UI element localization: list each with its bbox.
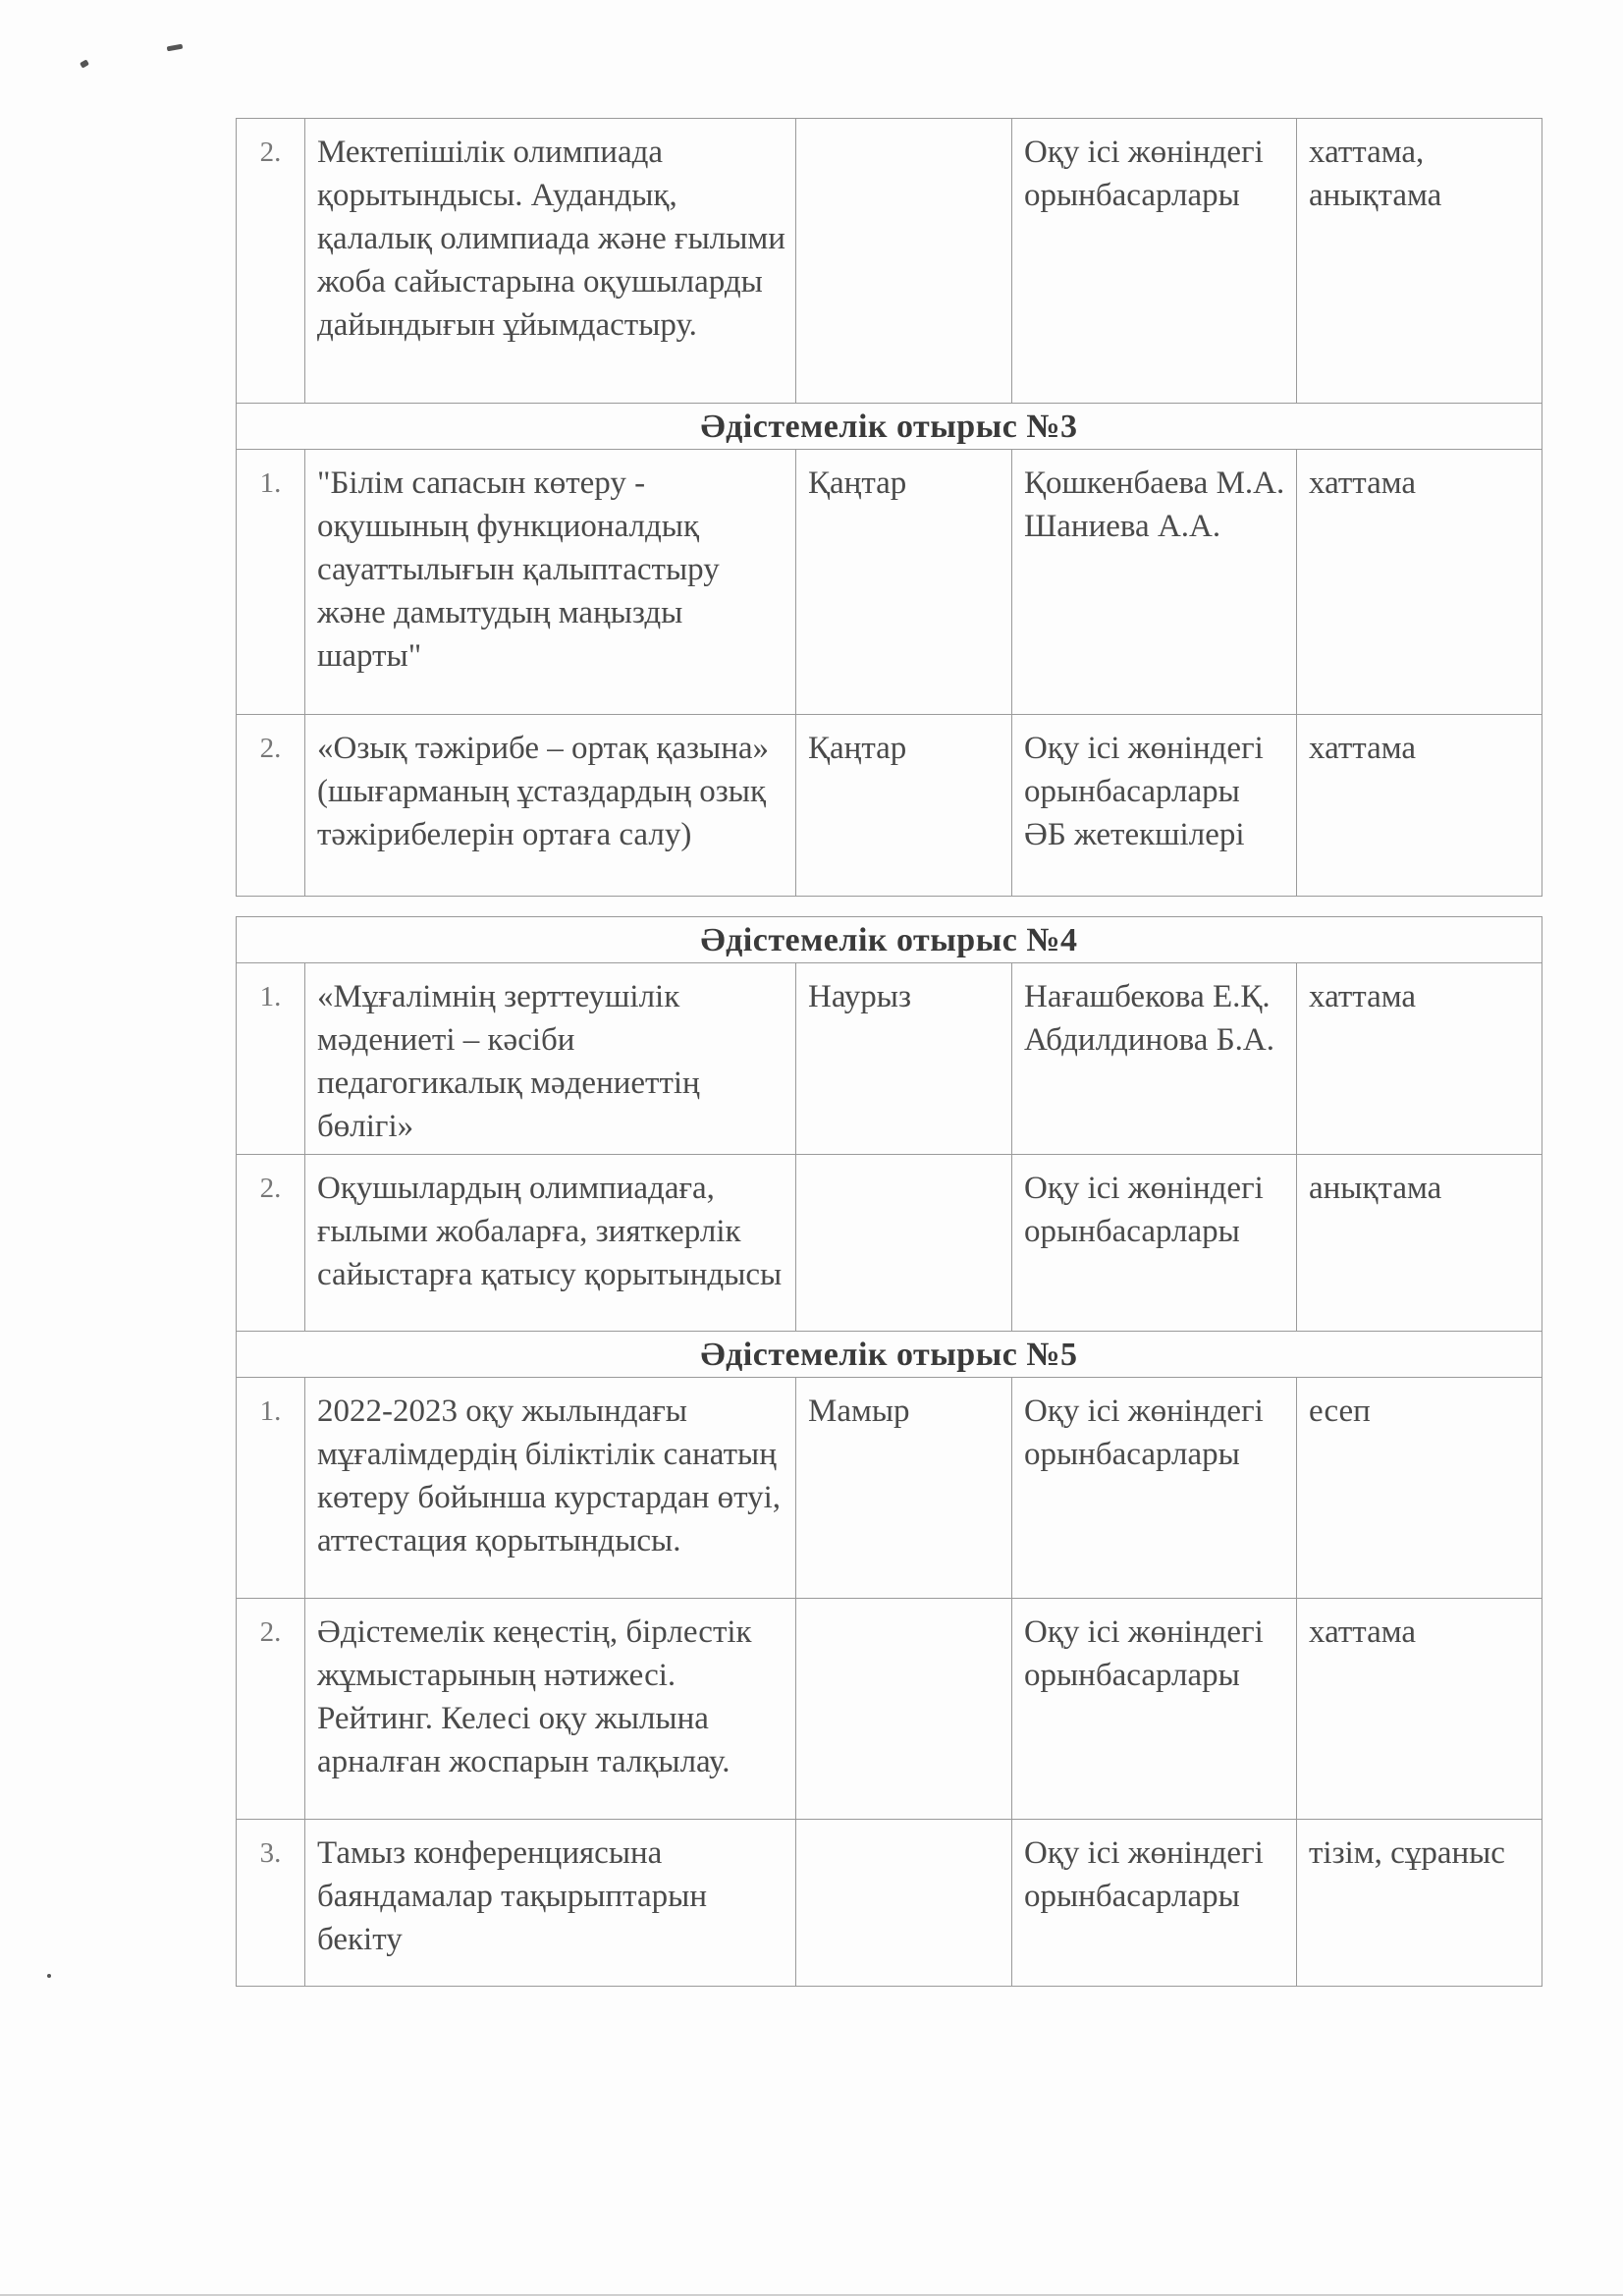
row-responsible: Оқу ісі жөніндегі орынбасарлары [1012, 1378, 1297, 1599]
row-topic: Мектепішілік олимпиада қорытындысы. Аудандық, қалалық олимпиада және ғылыми жоба сайыстарына оқушыларды дайындығын ұйымдастыру. [305, 119, 796, 404]
row-date: Мамыр [796, 1378, 1012, 1599]
table-row [237, 1820, 1542, 1987]
table-row [237, 715, 1542, 897]
section-row [237, 917, 1542, 963]
table-row [237, 1378, 1542, 1599]
row-date [796, 1155, 1012, 1332]
row-responsible: Қошкенбаева М.А. Шаниева А.А. [1012, 450, 1297, 715]
row-topic: Әдістемелік кеңестің, бірлестік жұмыстарының нәтижесі. Рейтинг. Келесі оқу жылына арналған жоспарын талқылау. [305, 1599, 796, 1820]
row-date: Қаңтар [796, 715, 1012, 897]
methodical-plan-table [236, 118, 1542, 1987]
scan-speck [167, 44, 184, 52]
table-row [237, 1155, 1542, 1332]
row-form: хаттама [1297, 715, 1542, 897]
row-form: есеп [1297, 1378, 1542, 1599]
section-row [237, 404, 1542, 450]
row-number: 2. [237, 715, 305, 897]
row-topic: "Білім сапасын көтеру - оқушының функционалдық сауаттылығын қалыптастыру және дамытудың маңызды шарты" [305, 450, 796, 715]
row-form: хаттама [1297, 1599, 1542, 1820]
table-row [237, 1599, 1542, 1820]
scan-speck [80, 59, 89, 68]
row-topic: 2022-2023 оқу жылындағы мұғалімдердің біліктілік санатың көтеру бойынша курстардан өтуі, аттестация қорытындысы. [305, 1378, 796, 1599]
scan-speck [47, 1974, 51, 1978]
row-responsible: Оқу ісі жөніндегі орынбасарлары [1012, 1155, 1297, 1332]
row-topic: Оқушылардың олимпиадаға, ғылыми жобаларға, зияткерлік сайыстарға қатысу қорытындысы [305, 1155, 796, 1332]
row-responsible: Оқу ісі жөніндегі орынбасарлары [1012, 1599, 1297, 1820]
row-number: 2. [237, 1155, 305, 1332]
row-responsible: Оқу ісі жөніндегі орынбасарлары [1012, 1820, 1297, 1987]
row-responsible: Оқу ісі жөніндегі орынбасарлары ӘБ жетекшілері [1012, 715, 1297, 897]
section-row [237, 1332, 1542, 1378]
table-row [237, 450, 1542, 715]
row-date [796, 119, 1012, 404]
row-date [796, 1820, 1012, 1987]
row-responsible: Нағашбекова Е.Қ. Абдилдинова Б.А. [1012, 963, 1297, 1155]
row-number: 3. [237, 1820, 305, 1987]
section-title: Әдістемелік отырыс №5 [237, 1332, 1542, 1378]
row-form: хаттама [1297, 450, 1542, 715]
row-form: хаттама [1297, 963, 1542, 1155]
row-date: Қаңтар [796, 450, 1012, 715]
table-row [237, 119, 1542, 404]
row-form: хаттама, анықтама [1297, 119, 1542, 404]
row-number: 2. [237, 119, 305, 404]
spacer-row [237, 897, 1542, 917]
section-title: Әдістемелік отырыс №3 [237, 404, 1542, 450]
row-number: 1. [237, 1378, 305, 1599]
spacer [237, 897, 1542, 917]
section-title: Әдістемелік отырыс №4 [237, 917, 1542, 963]
row-topic: «Озық тәжірибе – ортақ қазына» (шығарманың ұстаздардың озық тәжірибелерін ортаға салу) [305, 715, 796, 897]
table-row [237, 963, 1542, 1155]
row-number: 1. [237, 963, 305, 1155]
row-form: анықтама [1297, 1155, 1542, 1332]
row-date: Наурыз [796, 963, 1012, 1155]
row-topic: «Мұғалімнің зерттеушілік мәдениеті – кәсіби педагогикалық мәдениеттің бөлігі» [305, 963, 796, 1155]
row-number: 2. [237, 1599, 305, 1820]
row-topic: Тамыз конференциясына баяндамалар тақырыптарын бекіту [305, 1820, 796, 1987]
row-number: 1. [237, 450, 305, 715]
row-date [796, 1599, 1012, 1820]
row-responsible: Оқу ісі жөніндегі орынбасарлары [1012, 119, 1297, 404]
row-form: тізім, сұраныс [1297, 1820, 1542, 1987]
